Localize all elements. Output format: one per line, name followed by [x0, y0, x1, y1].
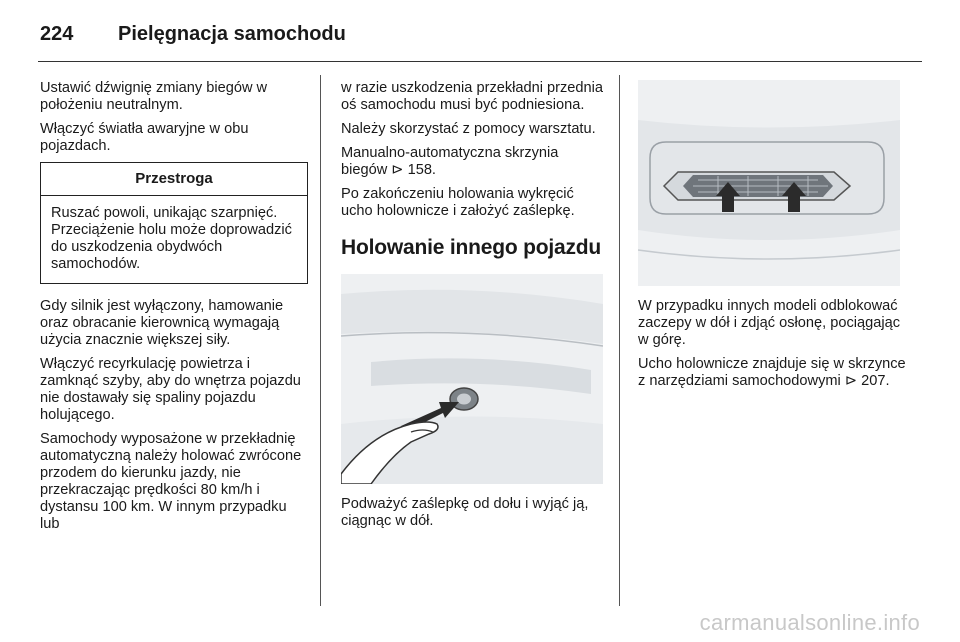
paragraph-after-towing: Po zakończeniu holowania wykręcić ucho holownicze i założyć zaślepkę.: [341, 186, 575, 219]
paragraph-neutral-gear: Ustawić dźwignię zmiany biegów w położeniu neutralnym.: [40, 80, 268, 113]
column-divider-2: [619, 75, 620, 606]
column-1: [40, 80, 308, 540]
paragraph-hazard-lights: Włączyć światła awaryjne w obu pojazdach.: [40, 121, 249, 154]
paragraph-workshop: Należy skorzystać z pomocy warsztatu.: [341, 121, 596, 137]
page-title: Pielęgnacja samochodu: [118, 22, 346, 45]
watermark: carmanualsonline.info: [699, 610, 920, 635]
paragraph-gearbox-reference: Manualno-automatyczna skrzynia biegów ⊳ 158.: [341, 145, 559, 178]
figure-grille-cover: [638, 80, 900, 286]
column-divider-1: [320, 75, 321, 606]
figure-caption: Podważyć zaślepkę od dołu i wyjąć ją, ciągnąc w dół.: [341, 496, 589, 529]
warning-title: Przestroga: [41, 163, 307, 196]
page-header: [40, 14, 346, 54]
warning-body: Ruszać powoli, unikając szarpnięć. Przeciążenie holu może doprowadzić do uszkodzenia obydwóch samochodów.: [51, 205, 292, 272]
paragraph-engine-off: Gdy silnik jest wyłączony, hamowanie oraz obracanie kierownicą wymagają użycia znacznie większej siły.: [40, 298, 284, 348]
figure-cover-removal: [341, 274, 603, 484]
column-3: [638, 80, 906, 397]
paragraph-front-axle: w razie uszkodzenia przekładni przednia oś samochodu musi być podniesiona.: [341, 80, 604, 113]
page-number: 224: [40, 22, 74, 45]
paragraph-towing-eye-location: Ucho holownicze znajduje się w skrzynce z narzędziami samochodowymi ⊳ 207.: [638, 356, 906, 389]
paragraph-other-models: W przypadku innych modeli odblokować zaczepy w dół i zdjąć osłonę, pociągając w górę.: [638, 298, 901, 348]
illustration-bumper-grille: [638, 80, 900, 286]
paragraph-recirculation: Włączyć recyrkulację powietrza i zamknąć szyby, aby do wnętrza pojazdu nie dostawały się spaliny pojazdu holującego.: [40, 356, 301, 423]
illustration-hand-cover: [341, 274, 603, 484]
warning-box: [40, 162, 308, 284]
paragraph-automatic-gearbox: Samochody wyposażone w przekładnię automatyczną należy holować zwrócone przodem do kierunku jazdy, nie przekraczając prędkości 80 km/h i dystansu 100 km. W innym przypadku lub: [40, 431, 302, 532]
header-divider: [38, 61, 922, 62]
column-2: [341, 80, 606, 537]
section-heading: Holowanie innego pojazdu: [341, 236, 602, 259]
